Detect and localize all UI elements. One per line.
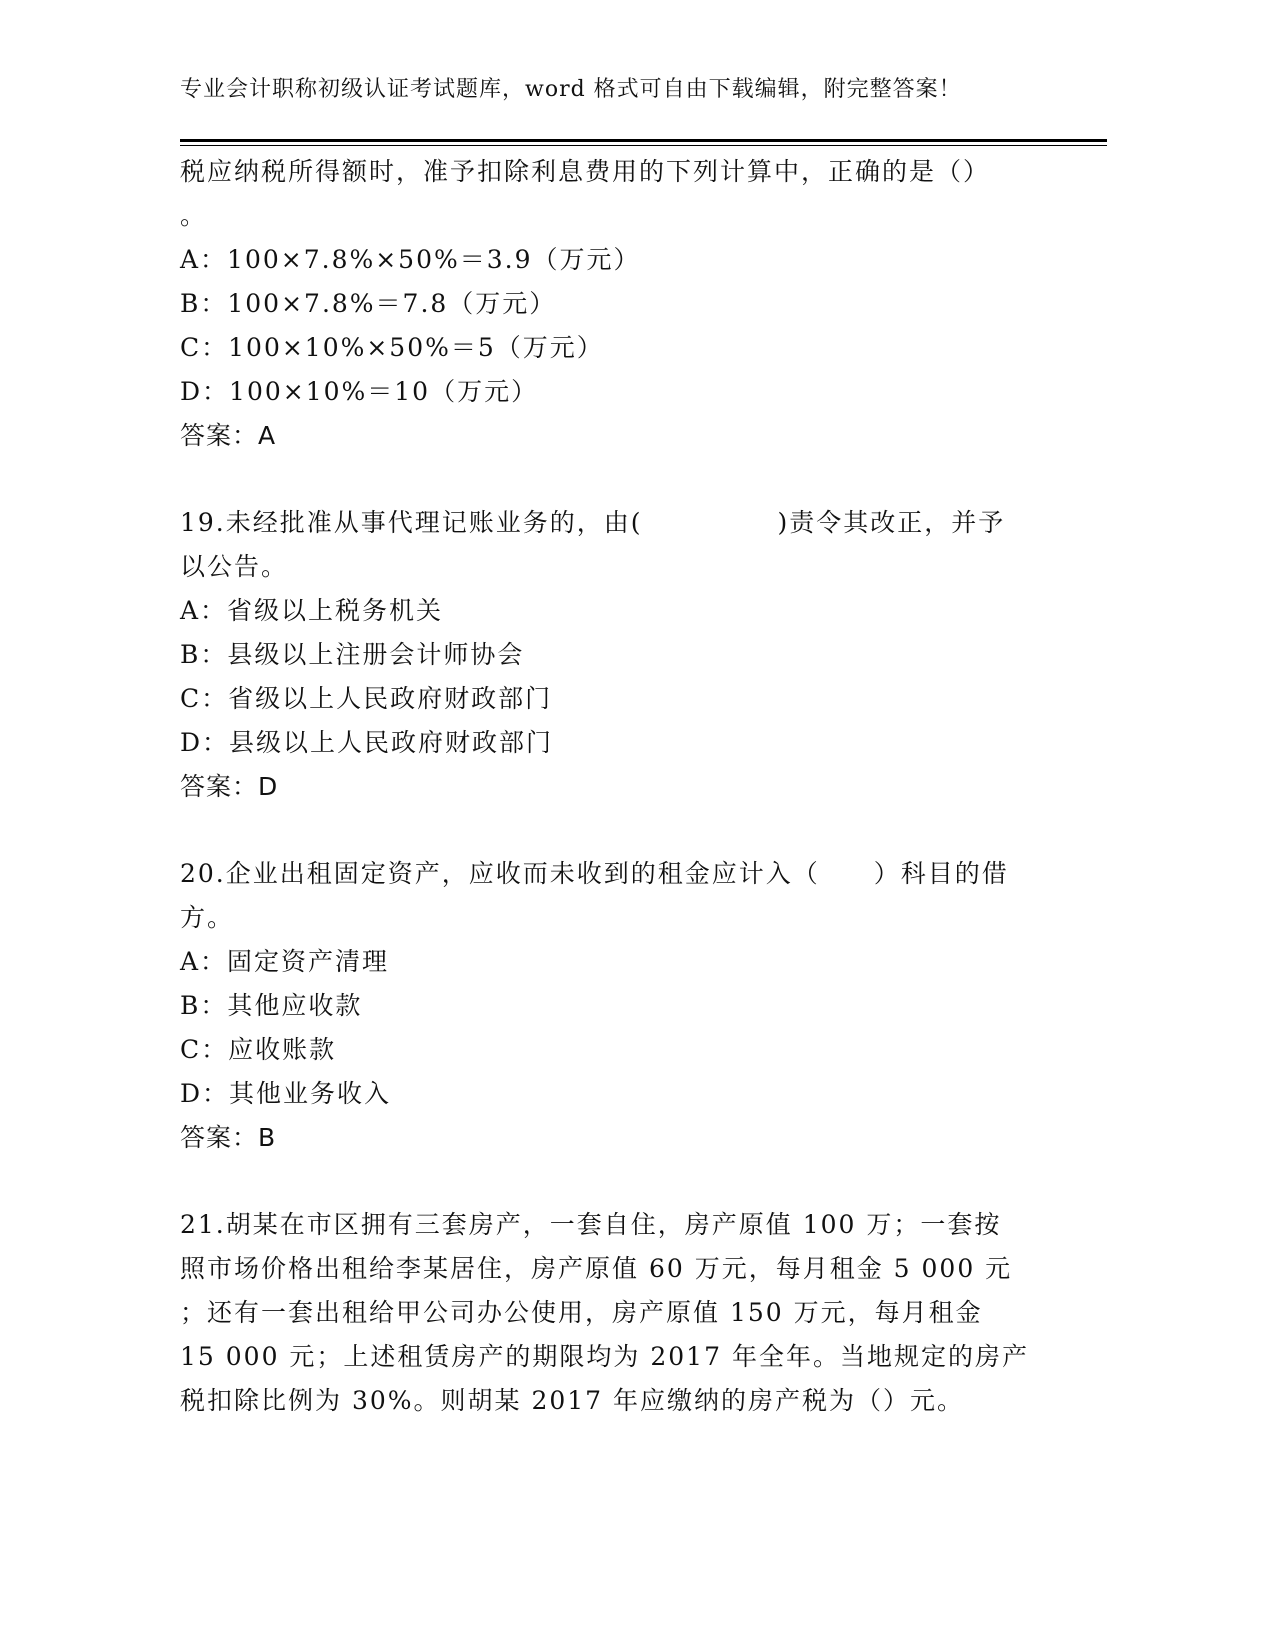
answer-line: 答案：D	[180, 772, 279, 801]
option-c: C：100×10%×50%＝5（万元）	[180, 333, 604, 362]
spacer	[180, 1160, 1040, 1203]
question-stem-line: 19.未经批准从事代理记账业务的，由( )责令其改正，并予	[180, 508, 1006, 537]
header-rule-thick	[180, 139, 1107, 142]
question-21	[180, 1203, 1040, 1423]
question-stem-line: 税应纳税所得额时，准予扣除利息费用的下列计算中，正确的是（）	[180, 157, 991, 186]
question-stem-line: 税扣除比例为 30%。则胡某 2017 年应缴纳的房产税为（）元。	[180, 1386, 965, 1415]
spacer	[180, 458, 1040, 501]
option-c: C：省级以上人民政府财政部门	[180, 684, 553, 713]
question-stem-line: 方。	[180, 903, 235, 932]
answer-line: 答案：B	[180, 1123, 277, 1152]
option-d: D：县级以上人民政府财政部门	[180, 728, 554, 757]
option-a: A：固定资产清理	[180, 947, 390, 976]
option-d: D：100×10%＝10（万元）	[180, 377, 539, 406]
option-b: B：100×7.8%＝7.8（万元）	[180, 289, 557, 318]
question-stem-line: 21.胡某在市区拥有三套房产，一套自住，房产原值 100 万；一套按	[180, 1210, 1002, 1239]
answer-line: 答案：A	[180, 421, 277, 450]
question-stem-line: 15 000 元；上述租赁房产的期限均为 2017 年全年。当地规定的房产	[180, 1342, 1029, 1371]
question-stem-line: ；还有一套出租给甲公司办公使用，房产原值 150 万元，每月租金	[180, 1298, 983, 1327]
header-rule-thin	[180, 145, 1107, 146]
option-a: A：100×7.8%×50%＝3.9（万元）	[180, 245, 641, 274]
question-stem-line: 以公告。	[180, 552, 289, 581]
option-b: B：县级以上注册会计师协会	[180, 640, 525, 669]
question-stem-line: 。	[180, 201, 208, 230]
question-stem-line: 20.企业出租固定资产，应收而未收到的租金应计入（ ）科目的借	[180, 859, 1009, 888]
question-19	[180, 501, 1040, 809]
question-20	[180, 852, 1040, 1160]
option-c: C：应收账款	[180, 1035, 337, 1064]
spacer	[180, 809, 1040, 852]
page-header: 专业会计职称初级认证考试题库，word 格式可自由下载编辑，附完整答案！	[180, 77, 962, 102]
question-18	[180, 150, 1040, 458]
option-b: B：其他应收款	[180, 991, 363, 1020]
option-d: D：其他业务收入	[180, 1079, 392, 1108]
option-a: A：省级以上税务机关	[180, 596, 444, 625]
question-stem-line: 照市场价格出租给李某居住，房产原值 60 万元，每月租金 5 000 元	[180, 1254, 1013, 1283]
document-body	[180, 150, 1040, 1423]
